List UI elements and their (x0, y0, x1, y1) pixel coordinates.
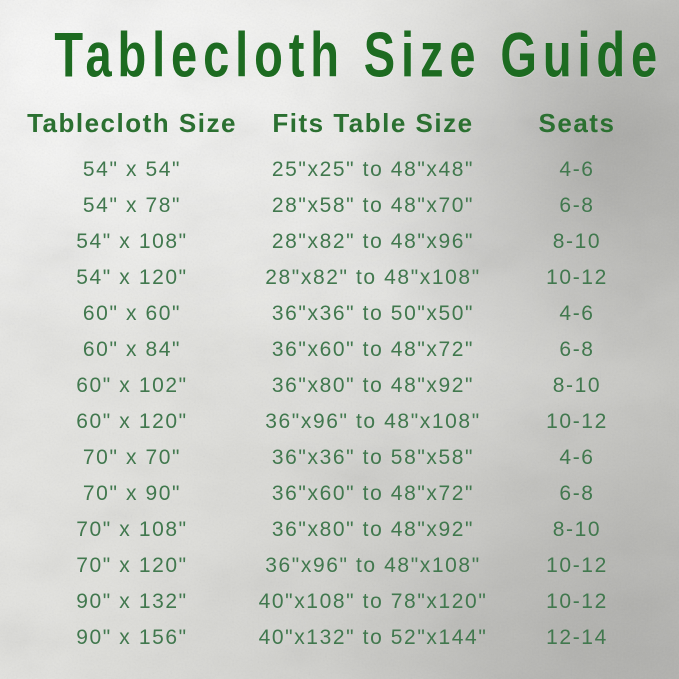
table-row (6, 584, 666, 620)
cell-seats: 8-10 (552, 374, 602, 397)
cell-seats: 12-14 (546, 626, 608, 649)
cell-tablecloth-size: 70" x 70" (82, 446, 182, 469)
cell-seats: 10-12 (546, 266, 608, 289)
cell-tablecloth-size: 60" x 102" (76, 374, 188, 397)
table-row (6, 188, 666, 224)
cell-tablecloth-size: 90" x 156" (76, 626, 188, 649)
cell-tablecloth-size: 54" x 108" (76, 230, 188, 253)
table-body (6, 152, 666, 656)
cell-fits-table-size: 36"x96" to 48"x108" (265, 410, 481, 433)
header-fits-table-size: Fits Table Size (272, 107, 474, 138)
cell-tablecloth-size: 70" x 108" (76, 518, 188, 541)
table-row (6, 404, 666, 440)
cell-fits-table-size: 28"x82" to 48"x96" (271, 230, 475, 253)
cell-fits-table-size: 36"x36" to 58"x58" (271, 446, 475, 469)
cell-seats: 6-8 (559, 482, 595, 505)
cell-tablecloth-size: 54" x 78" (82, 194, 182, 217)
header-seats: Seats (538, 107, 616, 138)
cell-fits-table-size: 28"x82" to 48"x108" (265, 266, 481, 289)
table-row (6, 512, 666, 548)
cell-seats: 10-12 (546, 410, 608, 433)
table-row (6, 152, 666, 188)
table-row (6, 440, 666, 476)
cell-fits-table-size: 28"x58" to 48"x70" (271, 194, 475, 217)
cell-fits-table-size: 36"x80" to 48"x92" (271, 518, 475, 541)
header-tablecloth-size: Tablecloth Size (27, 107, 237, 138)
cell-tablecloth-size: 90" x 132" (76, 590, 188, 613)
cell-tablecloth-size: 60" x 60" (82, 302, 182, 325)
page-title: Tablecloth Size Guide (54, 19, 664, 90)
table-row (6, 620, 666, 656)
cell-fits-table-size: 36"x80" to 48"x92" (271, 374, 475, 397)
cell-seats: 10-12 (546, 554, 608, 577)
table-row (6, 368, 666, 404)
cell-seats: 6-8 (559, 194, 595, 217)
cell-fits-table-size: 40"x108" to 78"x120" (258, 590, 488, 613)
cell-tablecloth-size: 60" x 120" (76, 410, 188, 433)
cell-tablecloth-size: 54" x 54" (82, 158, 182, 181)
cell-fits-table-size: 40"x132" to 52"x144" (258, 626, 488, 649)
cell-fits-table-size: 36"x60" to 48"x72" (271, 482, 475, 505)
cell-fits-table-size: 36"x60" to 48"x72" (271, 338, 475, 361)
table-header-row (6, 104, 666, 142)
cell-seats: 6-8 (559, 338, 595, 361)
table-row (6, 260, 666, 296)
cell-tablecloth-size: 70" x 90" (82, 482, 182, 505)
table-row (6, 296, 666, 332)
cell-seats: 8-10 (552, 230, 602, 253)
table-row (6, 332, 666, 368)
cell-seats: 4-6 (559, 302, 595, 325)
table-row (6, 224, 666, 260)
cell-fits-table-size: 25"x25" to 48"x48" (271, 158, 475, 181)
cell-tablecloth-size: 70" x 120" (76, 554, 188, 577)
cell-seats: 4-6 (559, 446, 595, 469)
cell-seats: 8-10 (552, 518, 602, 541)
size-table (6, 104, 666, 656)
cell-seats: 4-6 (559, 158, 595, 181)
cell-fits-table-size: 36"x96" to 48"x108" (265, 554, 481, 577)
table-row (6, 548, 666, 584)
cell-tablecloth-size: 60" x 84" (82, 338, 182, 361)
table-row (6, 476, 666, 512)
cell-tablecloth-size: 54" x 120" (76, 266, 188, 289)
cell-fits-table-size: 36"x36" to 50"x50" (271, 302, 475, 325)
cell-seats: 10-12 (546, 590, 608, 613)
